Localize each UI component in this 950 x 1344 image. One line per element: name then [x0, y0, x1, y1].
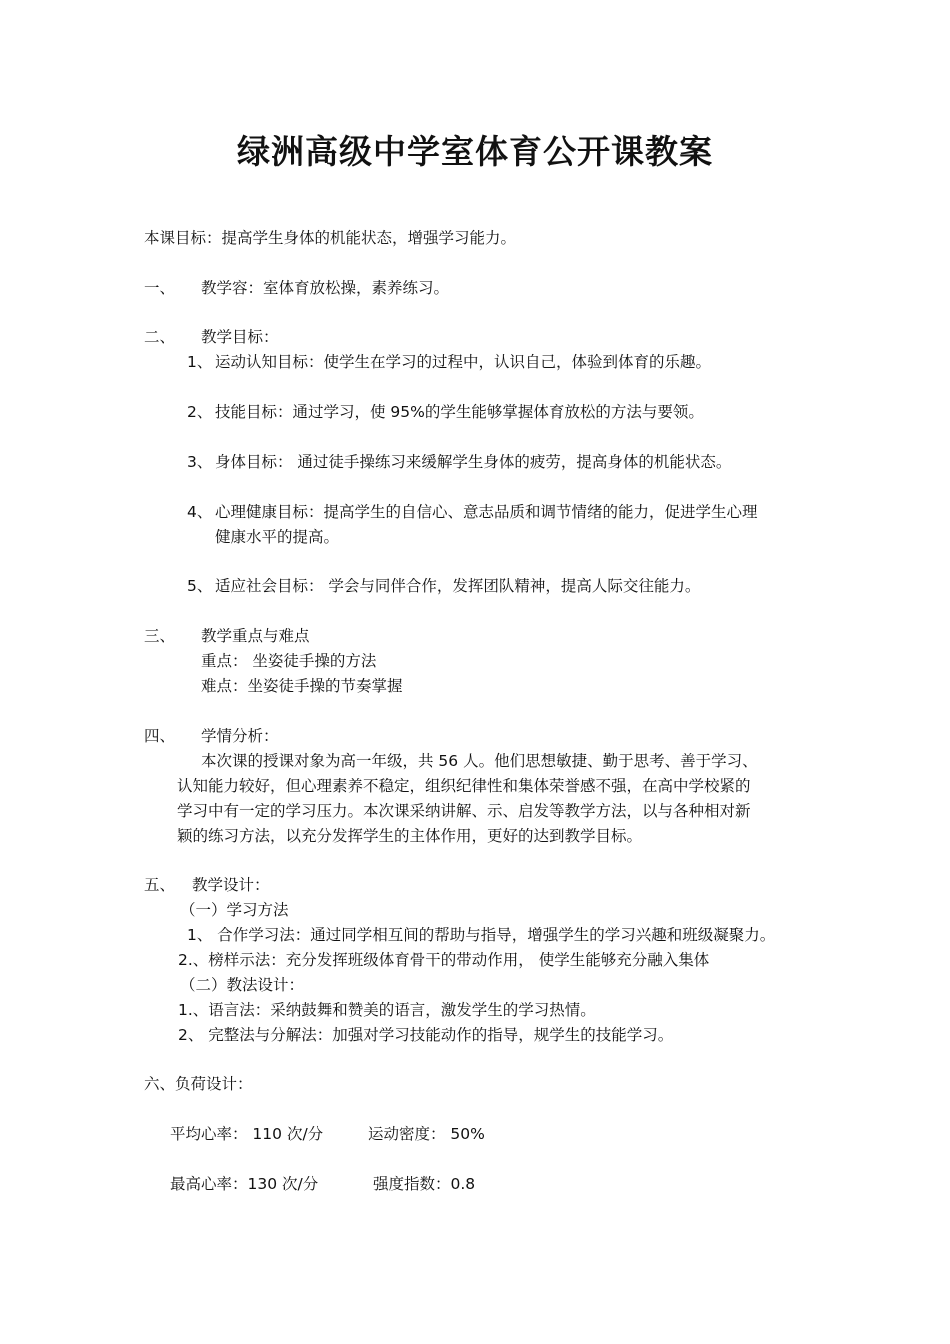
goal-item-text: 心理健康目标：提高学生的自信心、意志品质和调节情绪的能力，促进学生心理: [215, 503, 758, 521]
goal-item-number: 5、: [187, 577, 213, 595]
goal-item-number: 1、: [187, 353, 213, 371]
goal-item-number: 4、: [187, 503, 213, 521]
section-1-number: 一、: [144, 279, 176, 297]
section-3-number: 三、: [144, 627, 176, 645]
document-title: 绿洲高级中学室体育公开课教案: [237, 132, 713, 171]
section-2-number: 二、: [144, 328, 176, 346]
course-goal: 本课目标：提高学生身体的机能状态，增强学习能力。: [144, 229, 517, 247]
exercise-density: 运动密度： 50%: [368, 1125, 485, 1143]
method-item: 2.、榜样示法：充分发挥班级体育骨干的带动作用， 使学生能够充分融入集体: [178, 951, 710, 969]
section-4-number: 四、: [144, 727, 176, 745]
difficulty-point: 难点：坐姿徒手操的节奏掌握: [201, 677, 403, 695]
analysis-line: 颖的练习方法，以充分发挥学生的主体作用，更好的达到教学目标。: [177, 827, 643, 845]
goal-item-text: 技能目标：通过学习，使 95%的学生能够掌握体育放松的方法与要领。: [215, 403, 704, 421]
section-1-text: 教学容：室体育放松操，素养练习。: [201, 279, 450, 297]
section-5-number: 五、: [144, 876, 176, 894]
goal-item-text: 适应社会目标： 学会与同伴合作，发挥团队精神，提高人际交往能力。: [215, 577, 701, 595]
goal-item-text: 运动认知目标：使学生在学习的过程中，认识自己，体验到体育的乐趣。: [215, 353, 712, 371]
section-6-heading: 六、负荷设计：: [144, 1075, 253, 1093]
max-heart-rate: 最高心率：130 次/分: [170, 1175, 319, 1193]
method-item: 1、 合作学习法：通过同学相互间的帮助与指导，增强学生的学习兴趣和班级凝聚力。: [187, 926, 776, 944]
goal-item-number: 3、: [187, 453, 213, 471]
goal-item-text-continued: 健康水平的提高。: [215, 528, 340, 546]
key-point: 重点： 坐姿徒手操的方法: [201, 652, 377, 670]
goal-item-number: 2、: [187, 403, 213, 421]
avg-heart-rate: 平均心率： 110 次/分: [170, 1125, 324, 1143]
intensity-index: 强度指数：0.8: [373, 1175, 476, 1193]
section-2-heading: 教学目标：: [201, 328, 279, 346]
subheading-teaching-design: （二）教法设计：: [180, 976, 305, 994]
analysis-line: 本次课的授课对象为高一年级，共 56 人。他们思想敏捷、勤于思考、善于学习、: [201, 752, 758, 770]
section-5-heading: 教学设计：: [192, 876, 270, 894]
analysis-line: 学习中有一定的学习压力。本次课采纳讲解、示、启发等教学方法，以与各种相对新: [177, 802, 751, 820]
section-4-heading: 学情分析：: [201, 727, 279, 745]
analysis-line: 认知能力较好，但心理素养不稳定，组织纪律性和集体荣誉感不强，在高中学校紧的: [177, 777, 751, 795]
teaching-item: 1.、语言法：采纳鼓舞和赞美的语言，激发学生的学习热情。: [178, 1001, 596, 1019]
subheading-learning-methods: （一）学习方法: [180, 901, 289, 919]
teaching-item: 2、 完整法与分解法：加强对学习技能动作的指导，规学生的技能学习。: [178, 1026, 674, 1044]
goal-item-text: 身体目标： 通过徒手操练习来缓解学生身体的疲劳，提高身体的机能状态。: [215, 453, 732, 471]
section-3-heading: 教学重点与难点: [201, 627, 310, 645]
